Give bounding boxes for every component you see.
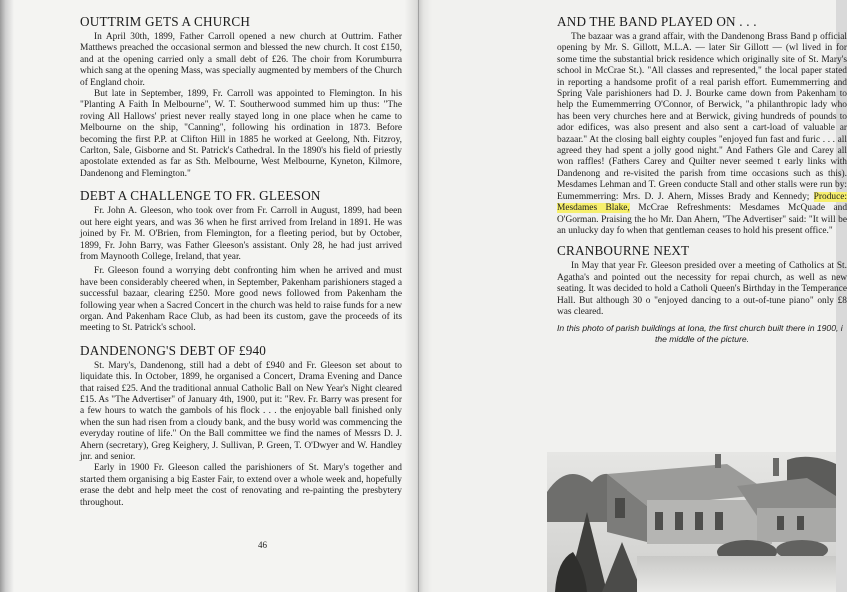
section-heading-band: AND THE BAND PLAYED ON . . . (557, 14, 757, 29)
paragraph: In April 30th, 1899, Father Carroll opened a new church at Outtrim. Father Matthews preached the occasional sermon and blessed the new church. It cost £150, and at the opening carried only a small debt of £26. The choir from Korumburra which sang at the opening Mass, was specially augmented by members of the Church of England choir. (80, 32, 402, 88)
page-number: 46 (258, 540, 267, 550)
paragraph: Fr. Gleeson found a worrying debt confronting him when he arrived and must have been considerably cheered when, in September, Pakenham parishioners staged a successful bazaar, clearing £250. More good news followed from Pakenham the following year when a Sacred Concert in the church was held to raise funds for a new organ. And Pakenham Race Club, as had been its custom, gave the proceeds of its meeting to St. Patrick's school. (80, 266, 402, 334)
caption-line-2: the middle of the picture. (654, 333, 750, 344)
band-text-1: The bazaar was a grand affair, with the Dandenong Brass Band p official opening by Mr. S. Gillott, M.L.A. — later Sir Gillott — (wl lived in for some time the substantial brick residence which originally site of St. Mary's school in McCrae St.). "All classes and represented," the local paper stated in reporting a handsome profit of a real parish effort. Eumemmerring and Spring Vale parishioners had D. J. Bourke came down from Pakenham to help the Eumemmerring O'Connor, of Berwick, "a philanthropic lady who has been very churches here and at Berwick, giving hundreds of pounds to ador edifices, was also present and also sent a cart-load of valuable ar bazaar." At the closing ball eighty couples "enjoyed fun fast and furic . . . all agreed they had spent a jolly good night." And Fathers Gle and Carey all won raffles! (Fathers Carey and Quilter never seemed t early links with Dandenong and re-visited the parish from time occasions such as this). Mesdames Lehman and T. Green conducte Stall and other stalls were run by: Eumemmerring: Mrs. D. J. Ahern, Misses Brady and Kennedy; (557, 32, 847, 202)
paragraph: Early in 1900 Fr. Gleeson called the parishioners of St. Mary's together and started them organising a big Easter Fair, to extend over a whole week and, hopefully erase the debt and help meet the cost of renovating and re-painting the presbytery throughout. (80, 463, 402, 508)
paragraph: St. Mary's, Dandenong, still had a debt of £940 and Fr. Gleeson set about to liquidate this. In October, 1899, he organised a Concert, Drama Evening and Dance that raised £25. And the traditional annual Catholic Ball on New Year's Night cleared £15. As "The Advertiser" of January 4th, 1900, put it: "Rev. Fr. Barry was present for a few hours to watch the gambols of his flock . . . the enjoyable ball finished only when the sun had risen from a cloudy bank, and the busy world was commencing the everyday routine of life." On the Ball committee we find the names of Messrs D. J. Ahern (secretary), Greg Keighery, J. Sullivan, P. Green, T. O'Dwyer and W. Handley jnr. and senior. (80, 360, 402, 462)
right-column (557, 14, 847, 344)
left-column (80, 14, 402, 509)
caption-line-1: In this photo of parish buildings at Iona, the first church built there in 1900, i (557, 323, 843, 334)
paragraph-band (557, 32, 847, 237)
section-heading-outtrim: OUTTRIM GETS A CHURCH (80, 14, 251, 29)
highlighted-text: Produce: Mesdames Blake, (557, 191, 847, 214)
paragraph: But late in September, 1899, Fr. Carroll was appointed to Flemington. In his "Planting A Faith In Melbourne", W. T. Southerwood summed him up thus: "The roving All Hallows' priest never really stayed long in one place when he came to Melbourne on the ship, "Canning", following his ordination in 1873. Before becoming the first P.P. at Clifton Hill in 1885 he worked at Geelong, Nth. Fitzroy, Carlton, Sale, Gisborne and St. Patrick's Cathedral. In the 1890's his field of priestly apostolate extended as far as Sth. Melbourne, West Melbourne, Kyneton, Kilmore, Dandenong and Flemington." (80, 89, 402, 179)
section-heading-dandenong-debt: DANDENONG'S DEBT OF £940 (80, 342, 267, 358)
left-page (0, 0, 419, 592)
parish-buildings-photo (547, 452, 836, 592)
paragraph-cranbourne: In May that year Fr. Gleeson presided over a meeting of Catholics at St. Agatha's and pointed out the necessity for repai church, as well as new seating. It was decided to hold a Catholi Queen's Birthday in the Temperance Hall. But although 30 o "enjoyed dancing to a out-of-tune piano" only £8 was cleared. (557, 261, 847, 317)
photo-caption (557, 323, 847, 344)
section-heading-cranbourne: CRANBOURNE NEXT (557, 243, 690, 259)
section-heading-debt-challenge: DEBT A CHALLENGE TO FR. GLEESON (80, 188, 321, 204)
paragraph: Fr. John A. Gleeson, who took over from Fr. Carroll in August, 1899, had been out here eight years, and was 36 when he first arrived from Ireland in 1891. He was joined by Fr. M. O'Brien, from Flemington, for a fleeting period, but by October, 1899, Fr. John Barry, was Father Gleeson's assistant. Only 28, he had just arrived from Maynooth College, Ireland, that year. (80, 206, 402, 262)
band-text-2: McCrae Refreshments: Mesdames McQuade and O'Gorman. Praising the ho Mr. Dan Ahern, "The Advertiser" said: "It will be an unlucky day fo when that gentleman ceases to hold his present office." (557, 203, 847, 236)
page-edge (0, 0, 14, 592)
